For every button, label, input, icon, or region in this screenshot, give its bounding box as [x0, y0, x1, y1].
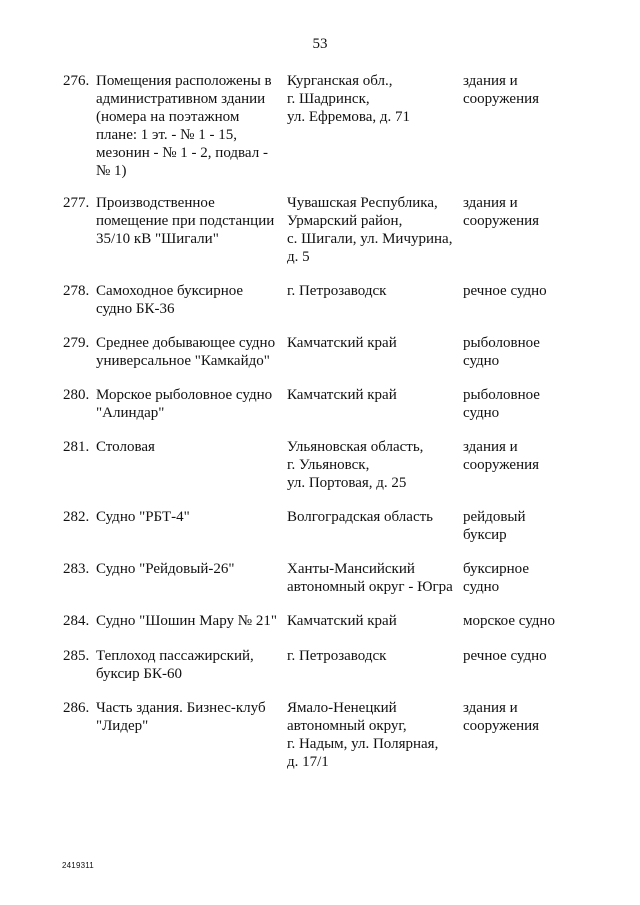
entry-location: Ульяновская область, г. Ульяновск, ул. Портовая, д. 25: [287, 439, 424, 491]
entry-location: г. Петрозаводск: [287, 648, 387, 664]
entry-number: 280.: [63, 387, 90, 403]
entry-type: рыболовное судно: [463, 387, 540, 421]
entry-type: речное судно: [463, 648, 547, 664]
entry-type: здания и сооружения: [463, 195, 540, 229]
entry-location: Ханты-Мансийский автономный округ - Югра: [287, 561, 453, 595]
entry-name: Столовая: [96, 439, 155, 455]
entry-location: Камчатский край: [287, 387, 397, 403]
entry-number: 285.: [63, 648, 90, 664]
entry-name: Самоходное буксирное судно БК-36: [96, 283, 244, 317]
entry-location: Курганская обл., г. Шадринск, ул. Ефремова, д. 71: [287, 73, 411, 125]
entry-name: Теплоход пассажирский, буксир БК-60: [96, 648, 254, 682]
entry-location: Волгоградская область: [287, 509, 433, 525]
entry-number: 282.: [63, 509, 90, 525]
entry-number: 279.: [63, 335, 90, 351]
entry-type: здания и сооружения: [463, 700, 540, 734]
entry-name: Судно "Шошин Мару № 21": [96, 613, 277, 629]
entry-location: г. Петрозаводск: [287, 283, 387, 299]
entry-number: 283.: [63, 561, 90, 577]
entry-type: рыболовное судно: [463, 335, 540, 369]
entry-type: морское судно: [463, 613, 555, 629]
entry-number: 276.: [63, 73, 90, 89]
document-code: 2419311: [62, 861, 94, 870]
entry-type: буксирное судно: [463, 561, 530, 595]
entry-name: Среднее добывающее судно универсальное "Камкайдо": [96, 335, 276, 369]
entry-name: Судно "Рейдовый-26": [96, 561, 235, 577]
entry-name: Судно "РБТ-4": [96, 509, 190, 525]
entry-location: Камчатский край: [287, 335, 397, 351]
entry-name: Морское рыболовное судно "Алиндар": [96, 387, 273, 421]
entry-number: 277.: [63, 195, 90, 211]
entry-name: Помещения расположены в административном здании (номера на поэтажном плане: 1 эт. - № 1 - 15, мезонин - № 1 - 2, подвал - № 1): [96, 73, 272, 179]
entry-number: 284.: [63, 613, 90, 629]
entry-number: 278.: [63, 283, 90, 299]
entry-type: здания и сооружения: [463, 439, 540, 473]
entry-name: Производственное помещение при подстанции 35/10 кВ "Шигали": [96, 195, 275, 247]
entry-type: здания и сооружения: [463, 73, 540, 107]
entry-number: 281.: [63, 439, 90, 455]
entry-location: Чувашская Республика, Урмарский район, с. Шигали, ул. Мичурина, д. 5: [287, 195, 453, 265]
entry-name: Часть здания. Бизнес-клуб "Лидер": [96, 700, 266, 734]
entry-location: Камчатский край: [287, 613, 397, 629]
entry-location: Ямало-Ненецкий автономный округ, г. Надым, ул. Полярная, д. 17/1: [287, 700, 439, 770]
entry-type: речное судно: [463, 283, 547, 299]
entry-number: 286.: [63, 700, 90, 716]
page-number: 53: [312, 36, 328, 52]
entry-type: рейдовый буксир: [463, 509, 526, 543]
